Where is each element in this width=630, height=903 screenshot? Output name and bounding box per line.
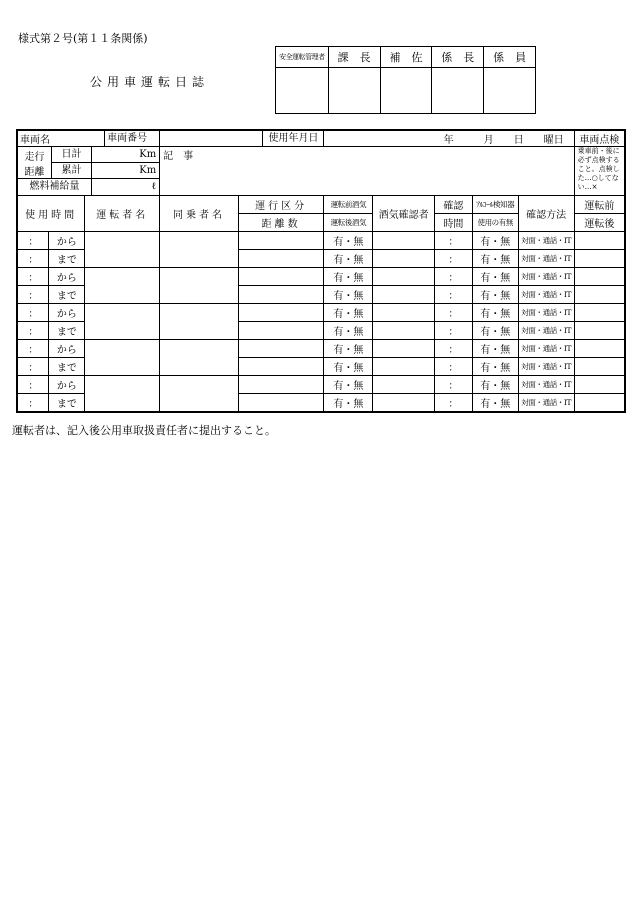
alcohol-yes-no[interactable]: 有・無 xyxy=(324,250,373,268)
inspection-cell[interactable] xyxy=(574,286,625,304)
fuel-liter-unit: ℓ xyxy=(151,181,157,192)
cumulative-label: 累計 xyxy=(52,163,92,179)
time-label: まで xyxy=(49,394,85,412)
time-label: から xyxy=(49,340,85,358)
alcohol-yes-no[interactable]: 有・無 xyxy=(324,286,373,304)
alcohol-yes-no[interactable]: 有・無 xyxy=(324,376,373,394)
check-time-header-2: 時間 xyxy=(434,214,472,232)
time-label: まで xyxy=(49,250,85,268)
check-method-options[interactable]: 対面・通話・IT xyxy=(518,232,574,250)
time-label: から xyxy=(49,268,85,286)
operation-cell[interactable] xyxy=(238,232,324,250)
vehicle-name-label: 車両名 xyxy=(20,135,50,146)
inspection-cell[interactable] xyxy=(574,340,625,358)
stamp-box[interactable] xyxy=(484,68,536,114)
passenger-cell[interactable] xyxy=(160,304,239,340)
time-label: から xyxy=(49,304,85,322)
passenger-cell[interactable] xyxy=(160,340,239,376)
inspection-cell[interactable] xyxy=(574,268,625,286)
colon-mark: ： xyxy=(17,268,49,286)
inspection-note: 乗車前・後に必ず点検すること。点検した…○してない…× xyxy=(574,147,625,196)
approval-header-safety-manager: 安全運転管理者 xyxy=(276,47,329,68)
passenger-cell[interactable] xyxy=(160,376,239,412)
alcohol-yes-no[interactable]: 有・無 xyxy=(324,268,373,286)
inspection-cell[interactable] xyxy=(574,250,625,268)
check-time-colon: ： xyxy=(434,376,472,394)
alcohol-yes-no[interactable]: 有・無 xyxy=(324,232,373,250)
detector-yes-no[interactable]: 有・無 xyxy=(472,358,518,376)
driver-cell[interactable] xyxy=(85,340,160,376)
check-method-options[interactable]: 対面・通話・IT xyxy=(518,340,574,358)
operation-cell[interactable] xyxy=(238,268,324,286)
stamp-box[interactable] xyxy=(432,68,484,114)
check-time-colon: ： xyxy=(434,322,472,340)
approval-stamp-table xyxy=(275,46,536,114)
detector-header-1: ｱﾙｺｰﾙ検知器 xyxy=(472,196,518,214)
detector-yes-no[interactable]: 有・無 xyxy=(472,250,518,268)
colon-mark: ： xyxy=(17,376,49,394)
table-row xyxy=(17,304,625,322)
check-method-header: 確認方法 xyxy=(518,196,574,232)
check-method-options[interactable]: 対面・通話・IT xyxy=(518,286,574,304)
checker-cell[interactable] xyxy=(373,376,435,394)
detector-yes-no[interactable]: 有・無 xyxy=(472,322,518,340)
distance-header: 距離数 xyxy=(238,214,324,232)
daily-label: 日計 xyxy=(52,147,92,163)
alcohol-yes-no[interactable]: 有・無 xyxy=(324,394,373,412)
approval-header-section-chief: 課 長 xyxy=(328,47,380,68)
check-method-options[interactable]: 対面・通話・IT xyxy=(518,268,574,286)
check-method-options[interactable]: 対面・通話・IT xyxy=(518,304,574,322)
check-method-options[interactable]: 対面・通話・IT xyxy=(518,322,574,340)
passenger-cell[interactable] xyxy=(160,268,239,304)
alcohol-after-header: 運転後酒気 xyxy=(324,214,373,232)
checker-cell[interactable] xyxy=(373,232,435,250)
alcohol-checker-header: 酒気確認者 xyxy=(373,196,435,232)
alcohol-yes-no[interactable]: 有・無 xyxy=(324,322,373,340)
alcohol-yes-no[interactable]: 有・無 xyxy=(324,340,373,358)
cumulative-km-unit: Km xyxy=(92,163,159,179)
operation-cell[interactable] xyxy=(238,340,324,358)
detector-yes-no[interactable]: 有・無 xyxy=(472,232,518,250)
checker-cell[interactable] xyxy=(373,304,435,322)
detector-yes-no[interactable]: 有・無 xyxy=(472,376,518,394)
detector-yes-no[interactable]: 有・無 xyxy=(472,286,518,304)
detector-yes-no[interactable]: 有・無 xyxy=(472,268,518,286)
month-label: 月 xyxy=(483,135,494,146)
daily-km-unit: Km xyxy=(92,147,159,163)
check-time-colon: ： xyxy=(434,340,472,358)
alcohol-before-header: 運転前酒気 xyxy=(324,196,373,214)
inspection-label: 車両点検 xyxy=(574,130,625,147)
detector-header-2: 使用の有無 xyxy=(472,214,518,232)
detector-yes-no[interactable]: 有・無 xyxy=(472,394,518,412)
distance-label-short: 距離 xyxy=(24,166,45,178)
operation-cell[interactable] xyxy=(238,358,324,376)
checker-cell[interactable] xyxy=(373,286,435,304)
usage-time-header: 使用時間 xyxy=(17,196,85,232)
colon-mark: ： xyxy=(17,358,49,376)
table-row xyxy=(17,376,625,394)
operation-type-header: 運行区分 xyxy=(238,196,324,214)
check-time-colon: ： xyxy=(434,394,472,412)
operation-cell[interactable] xyxy=(238,376,324,394)
check-time-colon: ： xyxy=(434,268,472,286)
driving-log-table xyxy=(16,129,626,413)
inspection-cell[interactable] xyxy=(574,358,625,376)
checker-cell[interactable] xyxy=(373,250,435,268)
vehicle-number-label: 車両番号 xyxy=(104,131,159,146)
colon-mark: ： xyxy=(17,340,49,358)
stamp-box[interactable] xyxy=(380,68,432,114)
checker-cell[interactable] xyxy=(373,322,435,340)
driver-cell[interactable] xyxy=(85,268,160,304)
check-method-options[interactable]: 対面・通話・IT xyxy=(518,394,574,412)
check-time-colon: ： xyxy=(434,304,472,322)
usage-date-label: 使用年月日 xyxy=(262,131,323,146)
detector-yes-no[interactable]: 有・無 xyxy=(472,340,518,358)
running-label: 走行 xyxy=(24,151,45,163)
operation-cell[interactable] xyxy=(238,322,324,340)
driver-cell[interactable] xyxy=(85,376,160,412)
driver-cell[interactable] xyxy=(85,304,160,340)
fuel-label: 燃料補給量 xyxy=(18,179,92,195)
colon-mark: ： xyxy=(17,286,49,304)
weekday-label: 曜日 xyxy=(543,135,564,146)
time-label: まで xyxy=(49,322,85,340)
remarks-label: 記 事 xyxy=(163,151,194,162)
check-time-colon: ： xyxy=(434,358,472,376)
passenger-header: 同乗者名 xyxy=(160,196,239,232)
checker-cell[interactable] xyxy=(373,394,435,412)
table-row xyxy=(17,232,625,250)
day-label: 日 xyxy=(513,135,524,146)
inspection-cell[interactable] xyxy=(574,394,625,412)
check-method-options[interactable]: 対面・通話・IT xyxy=(518,376,574,394)
before-drive-header: 運転前 xyxy=(574,196,625,214)
table-row xyxy=(17,268,625,286)
colon-mark: ： xyxy=(17,394,49,412)
approval-header-deputy: 補 佐 xyxy=(380,47,432,68)
operation-cell[interactable] xyxy=(238,394,324,412)
document-title: 公用車運転日誌 xyxy=(90,75,210,89)
driver-cell[interactable] xyxy=(85,232,160,268)
stamp-box[interactable] xyxy=(276,68,329,114)
check-time-colon: ： xyxy=(434,286,472,304)
approval-header-subsection-chief: 係 長 xyxy=(432,47,484,68)
colon-mark: ： xyxy=(17,250,49,268)
inspection-cell[interactable] xyxy=(574,304,625,322)
checker-cell[interactable] xyxy=(373,340,435,358)
detector-yes-no[interactable]: 有・無 xyxy=(472,304,518,322)
driver-header: 運転者名 xyxy=(85,196,160,232)
table-row xyxy=(17,340,625,358)
time-label: まで xyxy=(49,358,85,376)
check-method-options[interactable]: 対面・通話・IT xyxy=(518,250,574,268)
operation-cell[interactable] xyxy=(238,250,324,268)
checker-cell[interactable] xyxy=(373,268,435,286)
time-label: まで xyxy=(49,286,85,304)
check-time-colon: ： xyxy=(434,250,472,268)
inspection-cell[interactable] xyxy=(574,322,625,340)
passenger-cell[interactable] xyxy=(160,232,239,268)
inspection-cell[interactable] xyxy=(574,232,625,250)
colon-mark: ： xyxy=(17,232,49,250)
time-label: から xyxy=(49,232,85,250)
year-label: 年 xyxy=(443,135,454,146)
time-label: から xyxy=(49,376,85,394)
operation-cell[interactable] xyxy=(238,304,324,322)
colon-mark: ： xyxy=(17,304,49,322)
colon-mark: ： xyxy=(17,322,49,340)
form-number: 様式第２号(第１１条関係) xyxy=(18,32,148,45)
alcohol-yes-no[interactable]: 有・無 xyxy=(324,304,373,322)
after-drive-header: 運転後 xyxy=(574,214,625,232)
check-time-colon: ： xyxy=(434,232,472,250)
stamp-box[interactable] xyxy=(328,68,380,114)
operation-cell[interactable] xyxy=(238,286,324,304)
check-method-options[interactable]: 対面・通話・IT xyxy=(518,358,574,376)
inspection-cell[interactable] xyxy=(574,376,625,394)
checker-cell[interactable] xyxy=(373,358,435,376)
approval-header-staff: 係 員 xyxy=(484,47,536,68)
alcohol-yes-no[interactable]: 有・無 xyxy=(324,358,373,376)
footer-note: 運転者は、記入後公用車取扱責任者に提出すること。 xyxy=(12,424,276,437)
check-time-header-1: 確認 xyxy=(434,196,472,214)
